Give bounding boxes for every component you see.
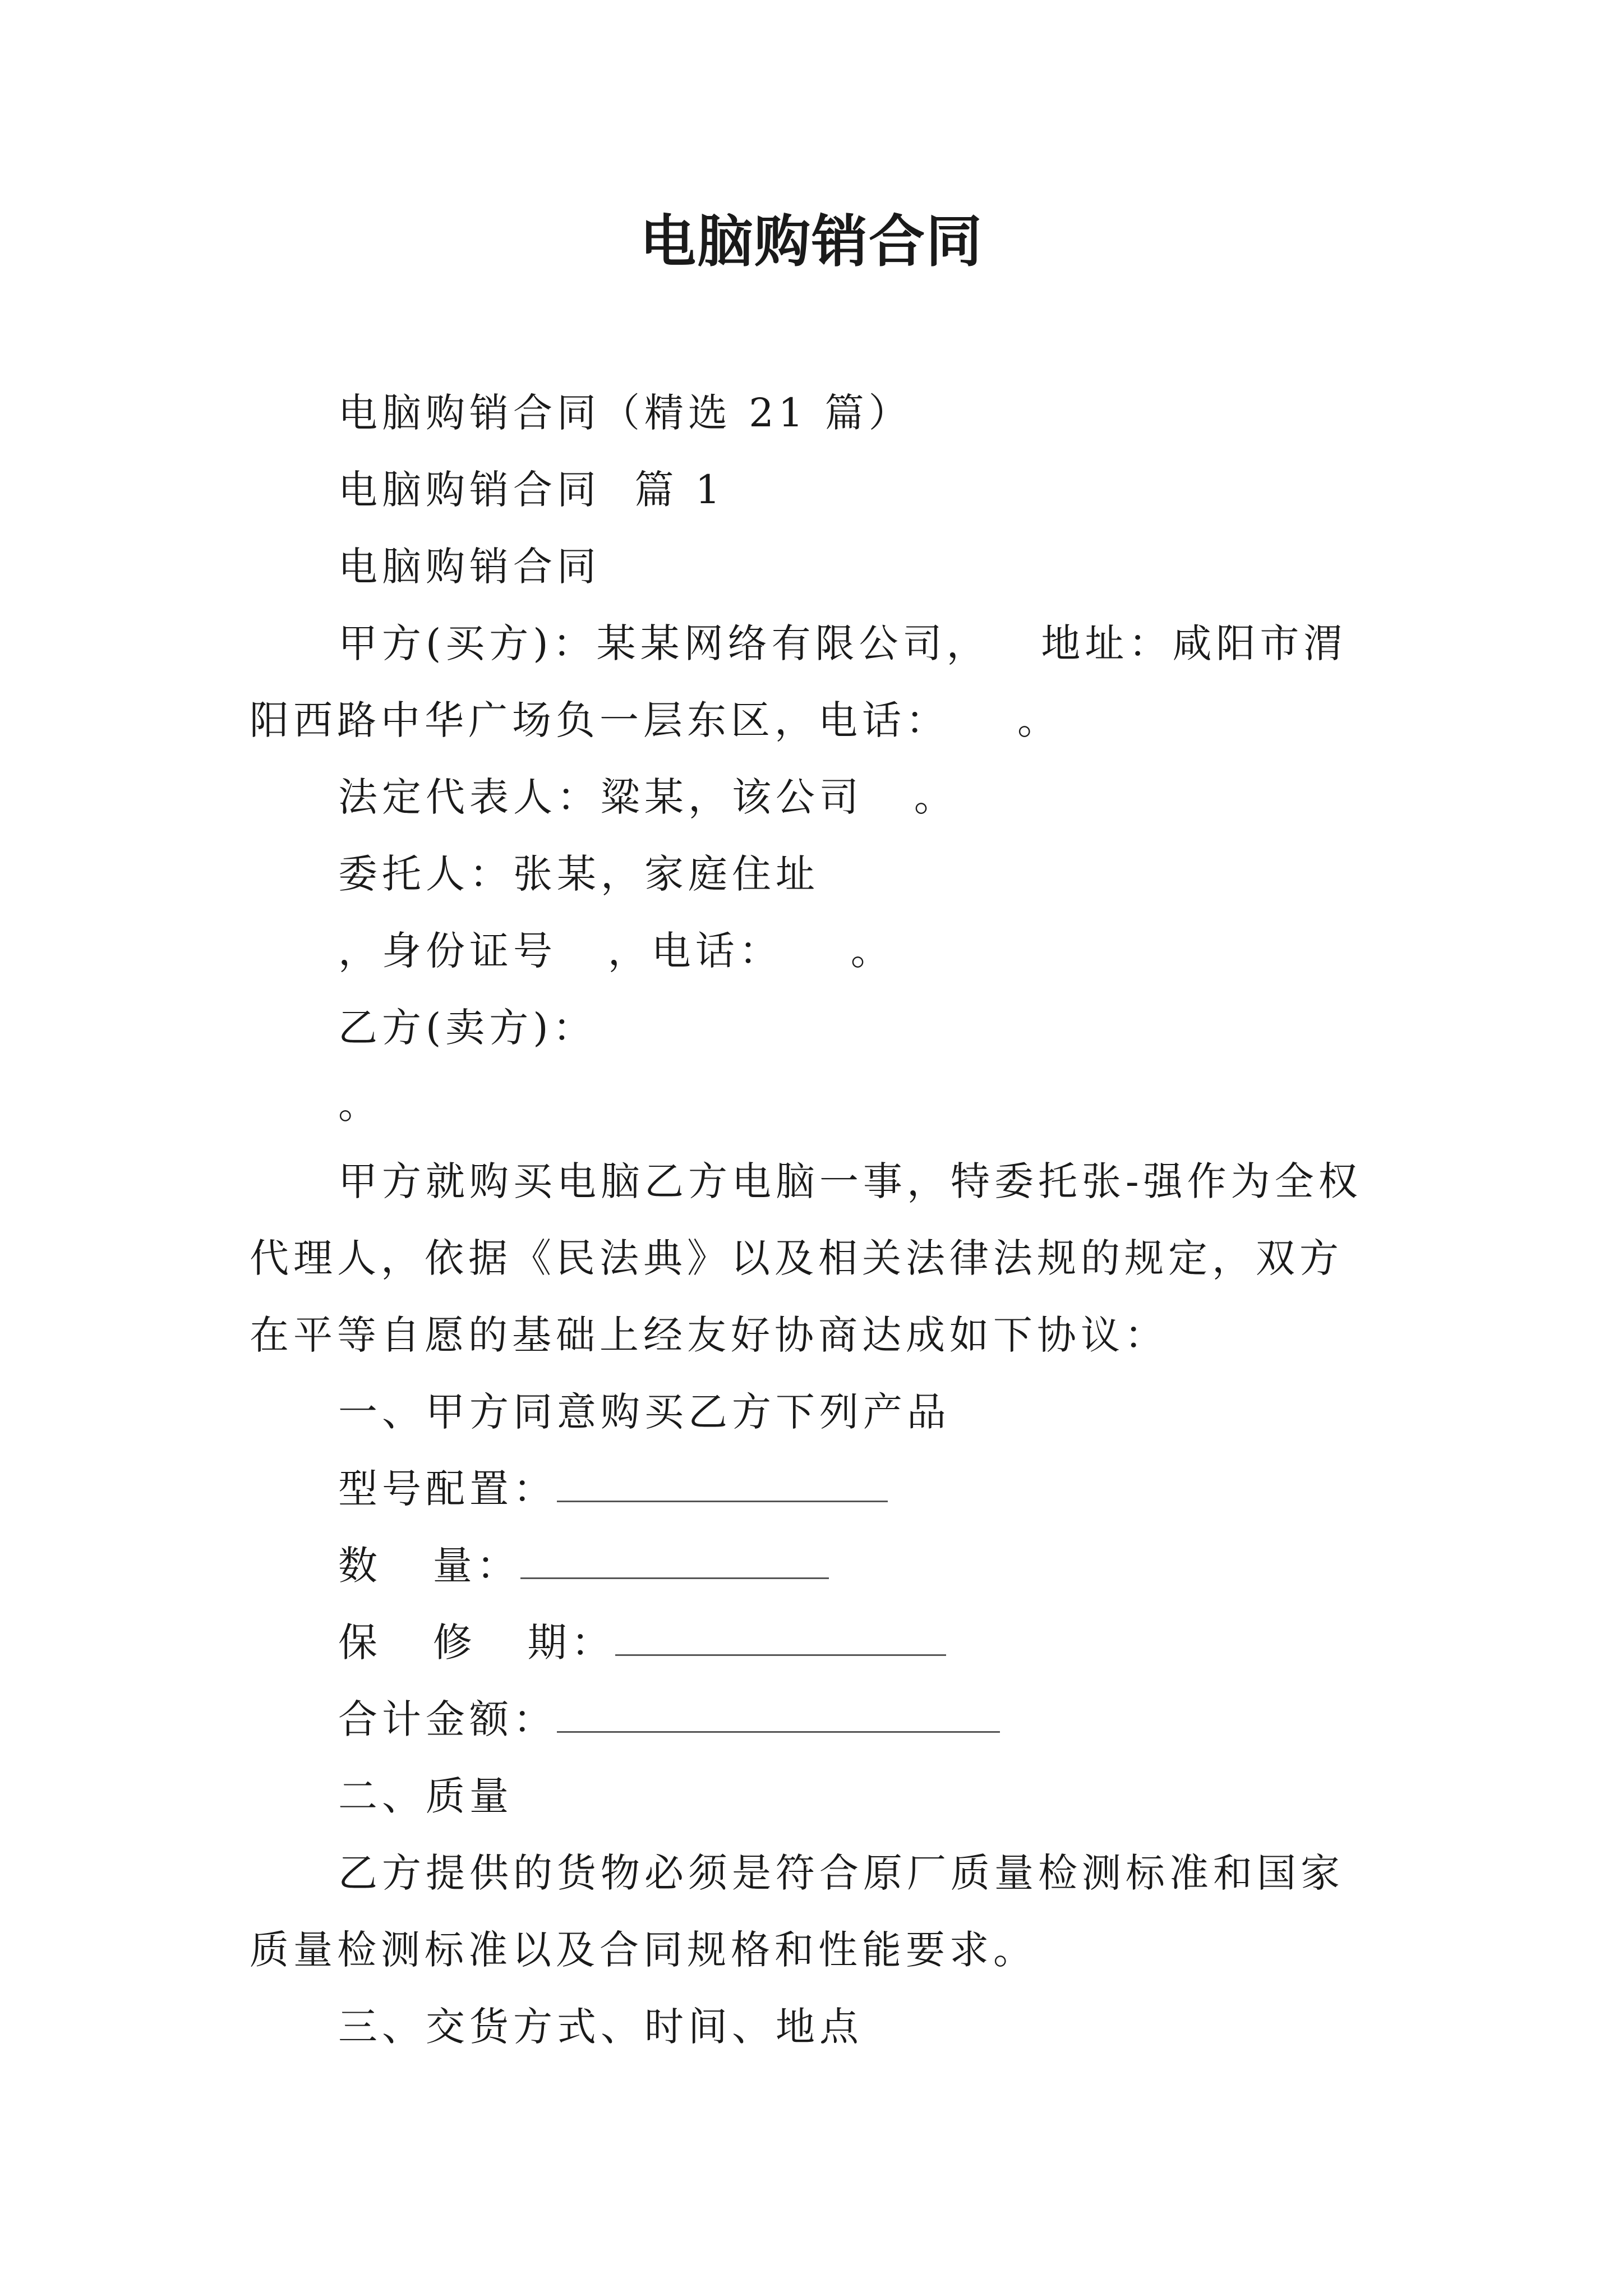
field-warranty [250,1604,1382,1681]
field-label: 数 量： [338,1543,520,1589]
paragraph: 电脑购销合同（精选 21 篇） [338,390,912,436]
field-label: 型号配置： [338,1466,557,1512]
document-title: 电脑购销合同 [640,208,983,274]
paragraph-preamble: 甲方就购买电脑乙方电脑一事，特委托张-强作为全权代理人，依据《民法典》以及相关法律法规的规定，双方在平等自愿的基础上经友好协商达成如下协议： [250,1158,1362,1358]
section-heading: 一、甲方同意购买乙方下列产品 [338,1389,951,1435]
paragraph-party-a: 甲方(买方)：某某网络有限公司， 地址：咸阳市渭阳西路中华广场负一层东区，电话： 。 [250,620,1348,743]
field-model [250,1451,1382,1527]
field-quantity [250,1527,1382,1604]
fill-in-blank [520,1545,829,1579]
paragraph: 电脑购销合同 篇 1 [338,467,725,513]
document-body [250,375,1382,2065]
paragraph-legal-rep: 法定代表人：粱某，该公司 。 [338,774,958,820]
paragraph-id-phone: ，身份证号 ，电话： 。 [338,928,895,974]
field-total [250,1681,1382,1758]
paragraph-quality: 乙方提供的货物必须是符合原厂质量检测标准和国家质量检测标准以及合同规格和性能要求。 [250,1850,1344,1973]
section-heading: 三、交货方式、时间、地点 [338,2004,863,2050]
fill-in-blank [557,1699,1000,1733]
field-label: 保 修 期： [338,1619,615,1665]
paragraph-agent: 委托人：张某，家庭住址 [338,851,819,897]
fill-in-blank [557,1468,888,1502]
paragraph: 。 [338,1082,382,1128]
field-label: 合计金额： [338,1696,557,1742]
fill-in-blank [615,1622,946,1656]
paragraph-party-b: 乙方(卖方)： [338,1005,597,1051]
section-heading: 二、质量 [338,1773,513,1819]
paragraph: 电脑购销合同 [338,544,601,590]
